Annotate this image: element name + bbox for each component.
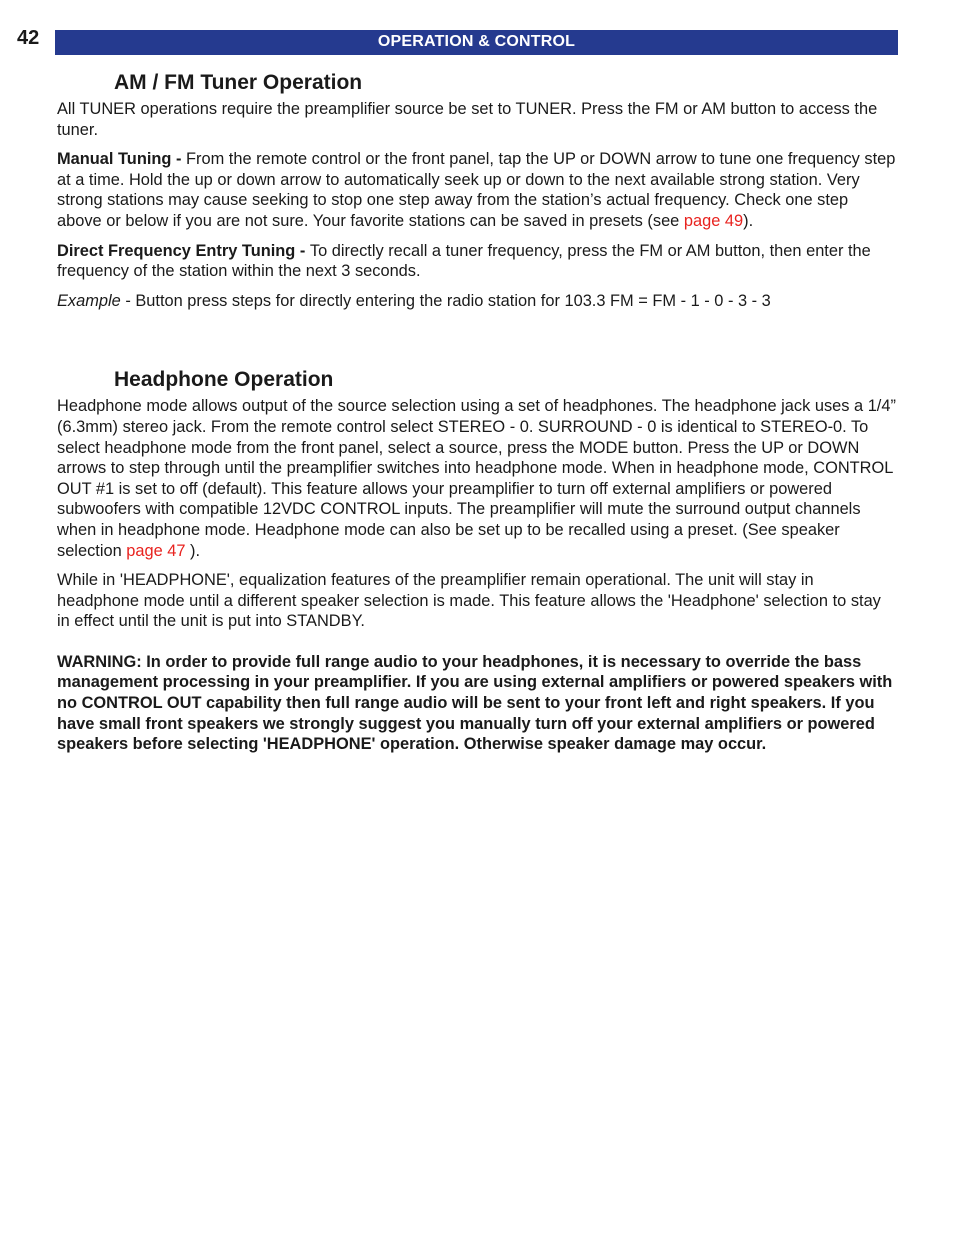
example-paragraph bbox=[57, 291, 897, 312]
example-label: Example bbox=[57, 291, 121, 310]
manual-tuning-lead: Manual Tuning - bbox=[57, 150, 186, 169]
page-content bbox=[57, 70, 897, 764]
tuner-heading: AM / FM Tuner Operation bbox=[114, 71, 363, 94]
page-number: 42 bbox=[17, 27, 40, 49]
warning-spacer bbox=[57, 641, 897, 652]
direct-entry-lead: Direct Frequency Entry Tuning - bbox=[57, 241, 310, 260]
manual-tuning-text: From the remote control or the front panel, tap the UP or DOWN arrow to tune one frequency step at a time. Hold the up or down arrow to automatically seek up or down to the next available strong station. Very strong stations may cause seeking to stop one step away from the station’s actual frequency. Check one step above or below if you are not sure. Your favorite stations can be saved in presets (see bbox=[57, 150, 896, 230]
manual-tuning-end: ). bbox=[743, 211, 754, 230]
page-47-link[interactable]: page 47 bbox=[126, 541, 186, 560]
direct-entry-text: To directly recall a tuner frequency, press the FM or AM button, then enter the frequency of the station within the next 3 seconds. bbox=[57, 241, 871, 281]
headphone-paragraph-1-end: ). bbox=[185, 541, 201, 560]
manual-tuning-paragraph bbox=[57, 149, 897, 231]
headphone-heading: Headphone Operation bbox=[114, 368, 334, 392]
example-text: - Button press steps for directly entering the radio station for 103.3 FM = FM - 1 - 0 - 3 - 3 bbox=[120, 291, 771, 310]
headphone-paragraph-2: While in 'HEADPHONE', equalization features of the preamplifier remain operational. The unit will stay in headphone mode until a different speaker selection is made. This feature allows the 'Headphone' selection to stay in effect until the unit is put into STANDBY. bbox=[57, 571, 881, 631]
section-header-bar: OPERATION & CONTROL bbox=[55, 30, 898, 55]
headphone-paragraph-1 bbox=[57, 396, 897, 561]
section-spacer bbox=[57, 320, 897, 367]
warning-paragraph: WARNING: In order to provide full range audio to your headphones, it is necessary to override the bass management processing in your preamplifier. If you are using external amplifiers or powered speakers with no CONTROL OUT capability then full range audio will be sent to your front left and right speakers. If you have small front speakers we strongly suggest you manually turn off your external amplifiers or powered speakers before selecting 'HEADPHONE' operation. Otherwise speaker damage may occur. bbox=[57, 652, 893, 754]
tuner-intro: All TUNER operations require the preamplifier source be set to TUNER. Press the FM or AM button to access the tuner. bbox=[57, 100, 878, 139]
direct-entry-paragraph bbox=[57, 241, 897, 282]
headphone-paragraph-1-text: Headphone mode allows output of the source selection using a set of headphones. The headphone jack uses a 1/4” (6.3mm) stereo jack. From the remote control select STEREO - 0. SURROUND - 0 is identical to STEREO-0. To select headphone mode from the front panel, select a source, press the MODE button. Press the UP or DOWN arrows to step through until the preamplifier switches into headphone mode. When in headphone mode, CONTROL OUT #1 is set to off (default). This feature allows your preamplifier to turn off external amplifiers or powered subwoofers with compatible 12VDC CONTROL inputs. The preamplifier will mute the surround output channels when in headphone mode. Headphone mode can also be set up to be recalled using a preset. (See speaker selection bbox=[57, 397, 896, 560]
page-49-link[interactable]: page 49 bbox=[683, 211, 744, 230]
